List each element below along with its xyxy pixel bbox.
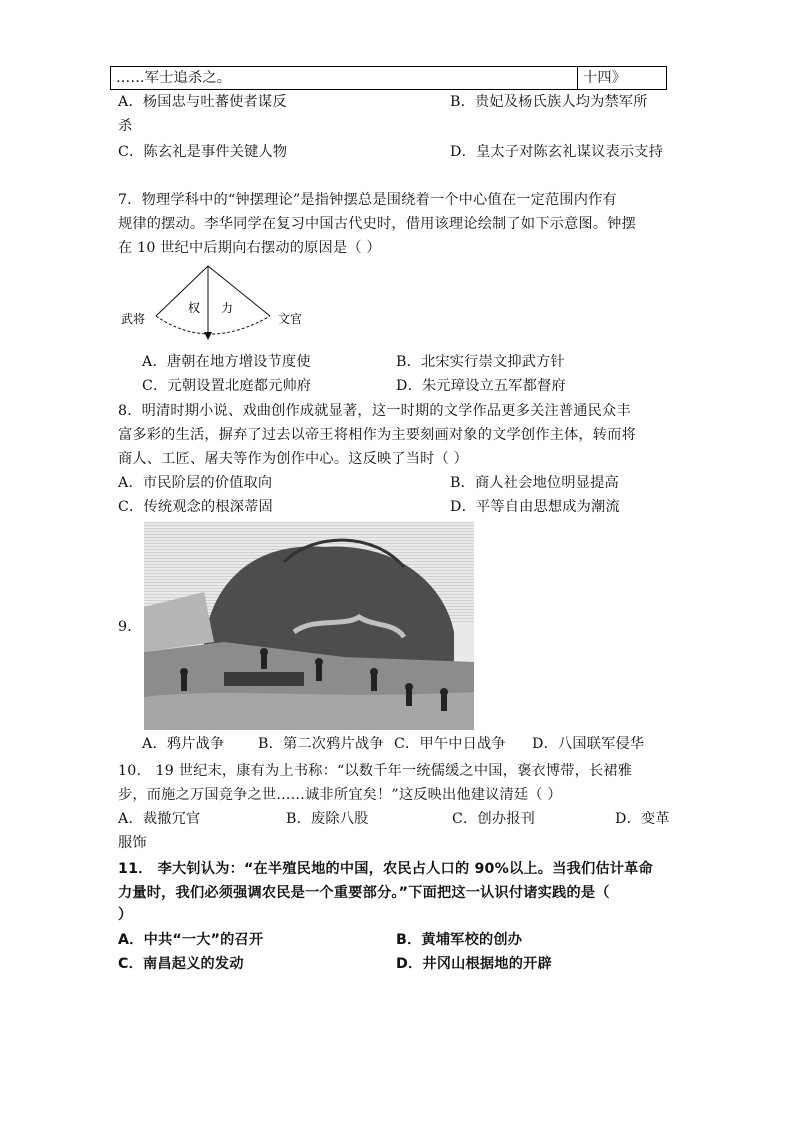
q6-option-b-line1: B．贵妃及杨氏族人均为禁军所 (450, 94, 648, 110)
q6-option-d: D．皇太子对陈玄礼谋议表示支持 (450, 144, 664, 160)
q11-option-c: C．南昌起义的发动 (118, 956, 244, 972)
q7-stem-line1: 7．物理学科中的“钟摆理论”是指钟摆总是围绕着一个中心值在一定范围内作有 (118, 192, 617, 208)
q9-option-c: C．甲午中日战争 (394, 736, 506, 752)
q9-number: 9． (118, 619, 142, 635)
q10-stem-line2: 步，而施之万国竞争之世……诚非所宜矣！”这反映出他建议清廷（ ） (118, 787, 562, 803)
q11-option-a: A．中共“一大”的召开 (118, 932, 264, 948)
q7-option-a: A．唐朝在地方增设节度使 (142, 354, 311, 370)
battle-engraving-image (144, 522, 474, 730)
q9-option-d: D．八国联军侵华 (532, 736, 645, 752)
q6-option-b-line2: 杀 (118, 118, 133, 134)
q6-option-c: C．陈玄礼是事件关键人物 (118, 144, 288, 160)
pendulum-diagram (118, 262, 318, 342)
pendulum-right-label: 文官 (278, 312, 303, 326)
q10-option-b: B．废除八股 (286, 811, 369, 827)
q7-stem-line3: 在 10 世纪中后期向右摆动的原因是（ ） (118, 240, 381, 256)
q10-option-c: C．创办报刊 (452, 811, 535, 827)
q6-option-a: A．杨国忠与吐蕃使者谋反 (118, 94, 287, 110)
pendulum-left-label: 武将 (121, 312, 146, 326)
q8-option-d: D．平等自由思想成为潮流 (450, 499, 620, 515)
q8-stem-line1: 8．明清时期小说、戏曲创作成就显著，这一时期的文学作品更多关注普通民众丰 (118, 403, 631, 419)
q8-option-a: A．市民阶层的价值取向 (118, 475, 273, 491)
q11-stem-line1: 11． 李大钊认为：“在半殖民地的中国，农民占人口的 90%以上。当我们估计革命 (118, 861, 653, 877)
q10-option-a: A．裁撤冗官 (118, 811, 201, 827)
q10-stem-line1: 10． 19 世纪末，康有为上书称：“以数千年一统儒缓之中国，褒衣博带，长裙雅 (118, 763, 633, 779)
q8-stem-line3: 商人、工匠、屠夫等作为创作中心。这反映了当时（ ） (118, 451, 469, 467)
q8-stem-line2: 富多彩的生活，摒弃了过去以帝王将相作为主要刻画对象的文学创作主体，转而将 (118, 427, 636, 443)
pendulum-center-right: 力 (221, 301, 234, 315)
pendulum-center-left: 权 (188, 301, 201, 315)
q8-option-b: B．商人社会地位明显提高 (450, 475, 619, 491)
q7-option-d: D．朱元璋设立五军都督府 (396, 378, 566, 394)
table-cell-right-text: 十四》 (583, 70, 627, 86)
q8-option-c: C．传统观念的根深蒂固 (118, 499, 273, 515)
q10-option-d-line1: D．变革 (615, 811, 670, 827)
q11-stem-line3: ） (118, 907, 133, 923)
q11-stem-line2: 力量时，我们必须强调农民是一个重要部分。”下面把这一认识付诸实践的是（ (118, 885, 610, 901)
table-cell-left-text: ……军士追杀之。 (116, 70, 232, 86)
q10-option-d-line2: 服饰 (118, 835, 147, 851)
q7-option-b: B．北宋实行崇文抑武方针 (396, 354, 565, 370)
q11-option-d: D．井冈山根据地的开辟 (396, 956, 552, 972)
q9-option-b: B．第二次鸦片战争 (258, 736, 384, 752)
q9-option-a: A．鸦片战争 (142, 736, 225, 752)
q7-option-c: C．元朝设置北庭都元帅府 (142, 378, 312, 394)
q11-option-b: B．黄埔军校的创办 (396, 932, 523, 948)
q7-stem-line2: 规律的摆动。李华同学在复习中国古代史时，借用该理论绘制了如下示意图。钟摆 (118, 216, 636, 232)
